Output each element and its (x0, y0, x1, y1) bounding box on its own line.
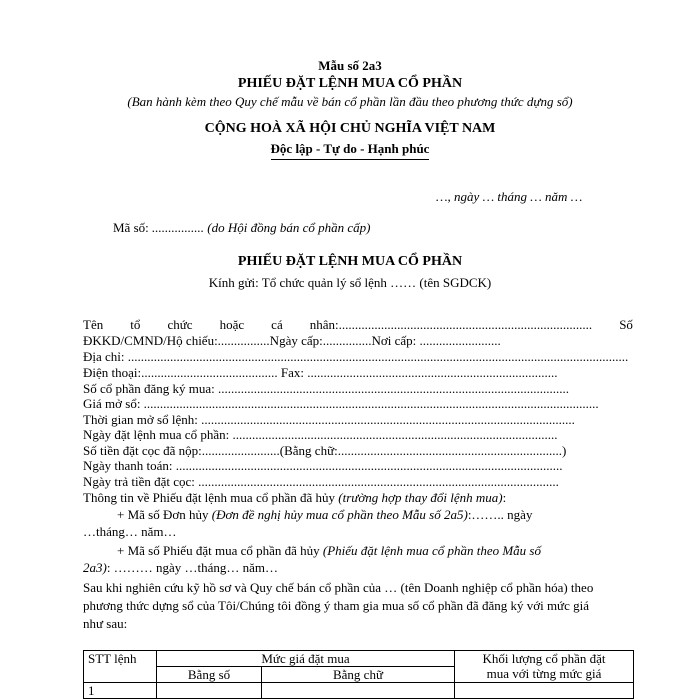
cancel-intro-end: : (502, 490, 507, 505)
header-subtitle: (Ban hành kèm theo Quy chế mẫu về bán cổ phần lần đầu theo phương thức dựng sổ) (127, 94, 573, 109)
payment-date-field: Ngày thanh toán: ....................................................................................................................... (83, 458, 563, 473)
name-word: Số (619, 317, 633, 332)
form-number: Mẫu số 2a3 (318, 58, 382, 73)
deposit-field: Số tiền đặt cọc đã nộp:........................(Bằng chữ:.....................................................................) (83, 443, 567, 458)
cancel-item-1-date: :…….. ngày (467, 507, 533, 522)
shares-field: Số cổ phần đăng ký mua: ............................................................................................................ (83, 381, 570, 396)
name-word: cá (271, 317, 283, 332)
table-cell-price-num[interactable] (157, 683, 262, 699)
cancel-intro (83, 490, 506, 506)
cancel-item-1-note: (Đơn đề nghị hủy mua cổ phần theo Mẫu số 2a5) (211, 507, 468, 522)
cancel-item-1-cont: …tháng… năm… (83, 524, 177, 539)
date-line: …, ngày … tháng … năm … (436, 189, 583, 204)
cancel-item-1 (117, 507, 532, 523)
code-label: Mã số: (113, 220, 152, 235)
col-price-text-header: Bằng chữ (262, 667, 455, 683)
agreement-line-2: phương thức dựng sổ của Tôi/Chúng tôi đồng ý tham gia mua số cổ phần đã đăng ký với mức giá (83, 598, 590, 613)
col-price-header: Mức giá đặt mua (157, 651, 455, 667)
cancel-item-2-date: : ……… ngày …tháng… năm… (106, 560, 278, 575)
cancel-item-2 (117, 543, 541, 559)
nation-name: CỘNG HOÀ XÃ HỘI CHỦ NGHĨA VIỆT NAM (204, 121, 496, 136)
table-cell-stt: 1 (84, 683, 157, 699)
table-header-row (84, 651, 634, 667)
cancel-item-2-label: + Mã số Phiếu đặt mua cổ phần đã hủy (117, 543, 323, 558)
col-stt-header: STT lệnh (84, 651, 157, 683)
name-word: chức (167, 317, 193, 332)
col-volume-header-line-1: Khối lượng cổ phần đặt (482, 651, 606, 666)
name-word: Tên (83, 317, 104, 332)
motto (0, 141, 700, 160)
name-word: nhân:.............................................................................. (309, 317, 593, 332)
cancel-intro-note: (trường hợp thay đổi lệnh mua) (338, 490, 503, 505)
name-word: tổ (130, 317, 141, 332)
id-field: ĐKKD/CMND/Hộ chiếu:................Ngày cấp:...............Nơi cấp: ......................... (83, 333, 501, 348)
cancel-item-2-note: (Phiếu đặt lệnh mua cổ phần theo Mẫu số (322, 543, 541, 558)
cancel-item-2-cont (83, 560, 278, 576)
order-table (83, 650, 634, 699)
code-note: (do Hội đồng bán cổ phần cấp) (204, 220, 371, 235)
form-title: PHIẾU ĐẶT LỆNH MUA CỔ PHẦN (237, 254, 463, 269)
name-word: hoặc (219, 317, 245, 332)
recipient-line: Kính gửi: Tổ chức quản lý sổ lệnh …… (tên SGDCK) (208, 275, 492, 290)
open-time-field: Thời gian mở sổ lệnh: ................................................................................................................... (83, 412, 575, 427)
code-dots: ................ (152, 220, 204, 235)
table-row (84, 683, 634, 699)
open-price-field: Giá mở sổ: ............................................................................................................................................ (83, 396, 599, 411)
cancel-item-2-note-end: 2a3) (83, 560, 107, 575)
code-line (113, 220, 370, 236)
col-volume-header (455, 651, 634, 683)
table-cell-price-text[interactable] (262, 683, 455, 699)
address-field: Địa chỉ: .......................................................................................................................................................... (83, 349, 629, 364)
col-volume-header-line-2: mua với từng mức giá (486, 666, 602, 681)
phone-field: Điện thoại:.......................................... Fax: ............................................................................. (83, 365, 558, 380)
refund-date-field: Ngày trả tiền đặt cọc: ............................................................................................................... (83, 474, 559, 489)
agreement-line-1: Sau khi nghiên cứu kỹ hồ sơ và Quy chế bán cổ phần của … (tên Doanh nghiệp cổ phần hóa) theo (83, 580, 594, 595)
cancel-intro-text: Thông tin về Phiếu đặt lệnh mua cổ phần đã hủy (83, 490, 339, 505)
agreement-line-3: như sau: (83, 616, 128, 631)
cancel-item-1-label: + Mã số Đơn hủy (117, 507, 212, 522)
header-title: PHIẾU ĐẶT LỆNH MUA CỔ PHẦN (237, 76, 463, 91)
order-date-field: Ngày đặt lệnh mua cổ phần: .................................................................................................... (83, 427, 558, 442)
table-cell-volume[interactable] (455, 683, 634, 699)
col-price-num-header: Bằng số (157, 667, 262, 683)
name-field (83, 317, 633, 332)
motto-text: Độc lập - Tự do - Hạnh phúc (271, 141, 430, 160)
